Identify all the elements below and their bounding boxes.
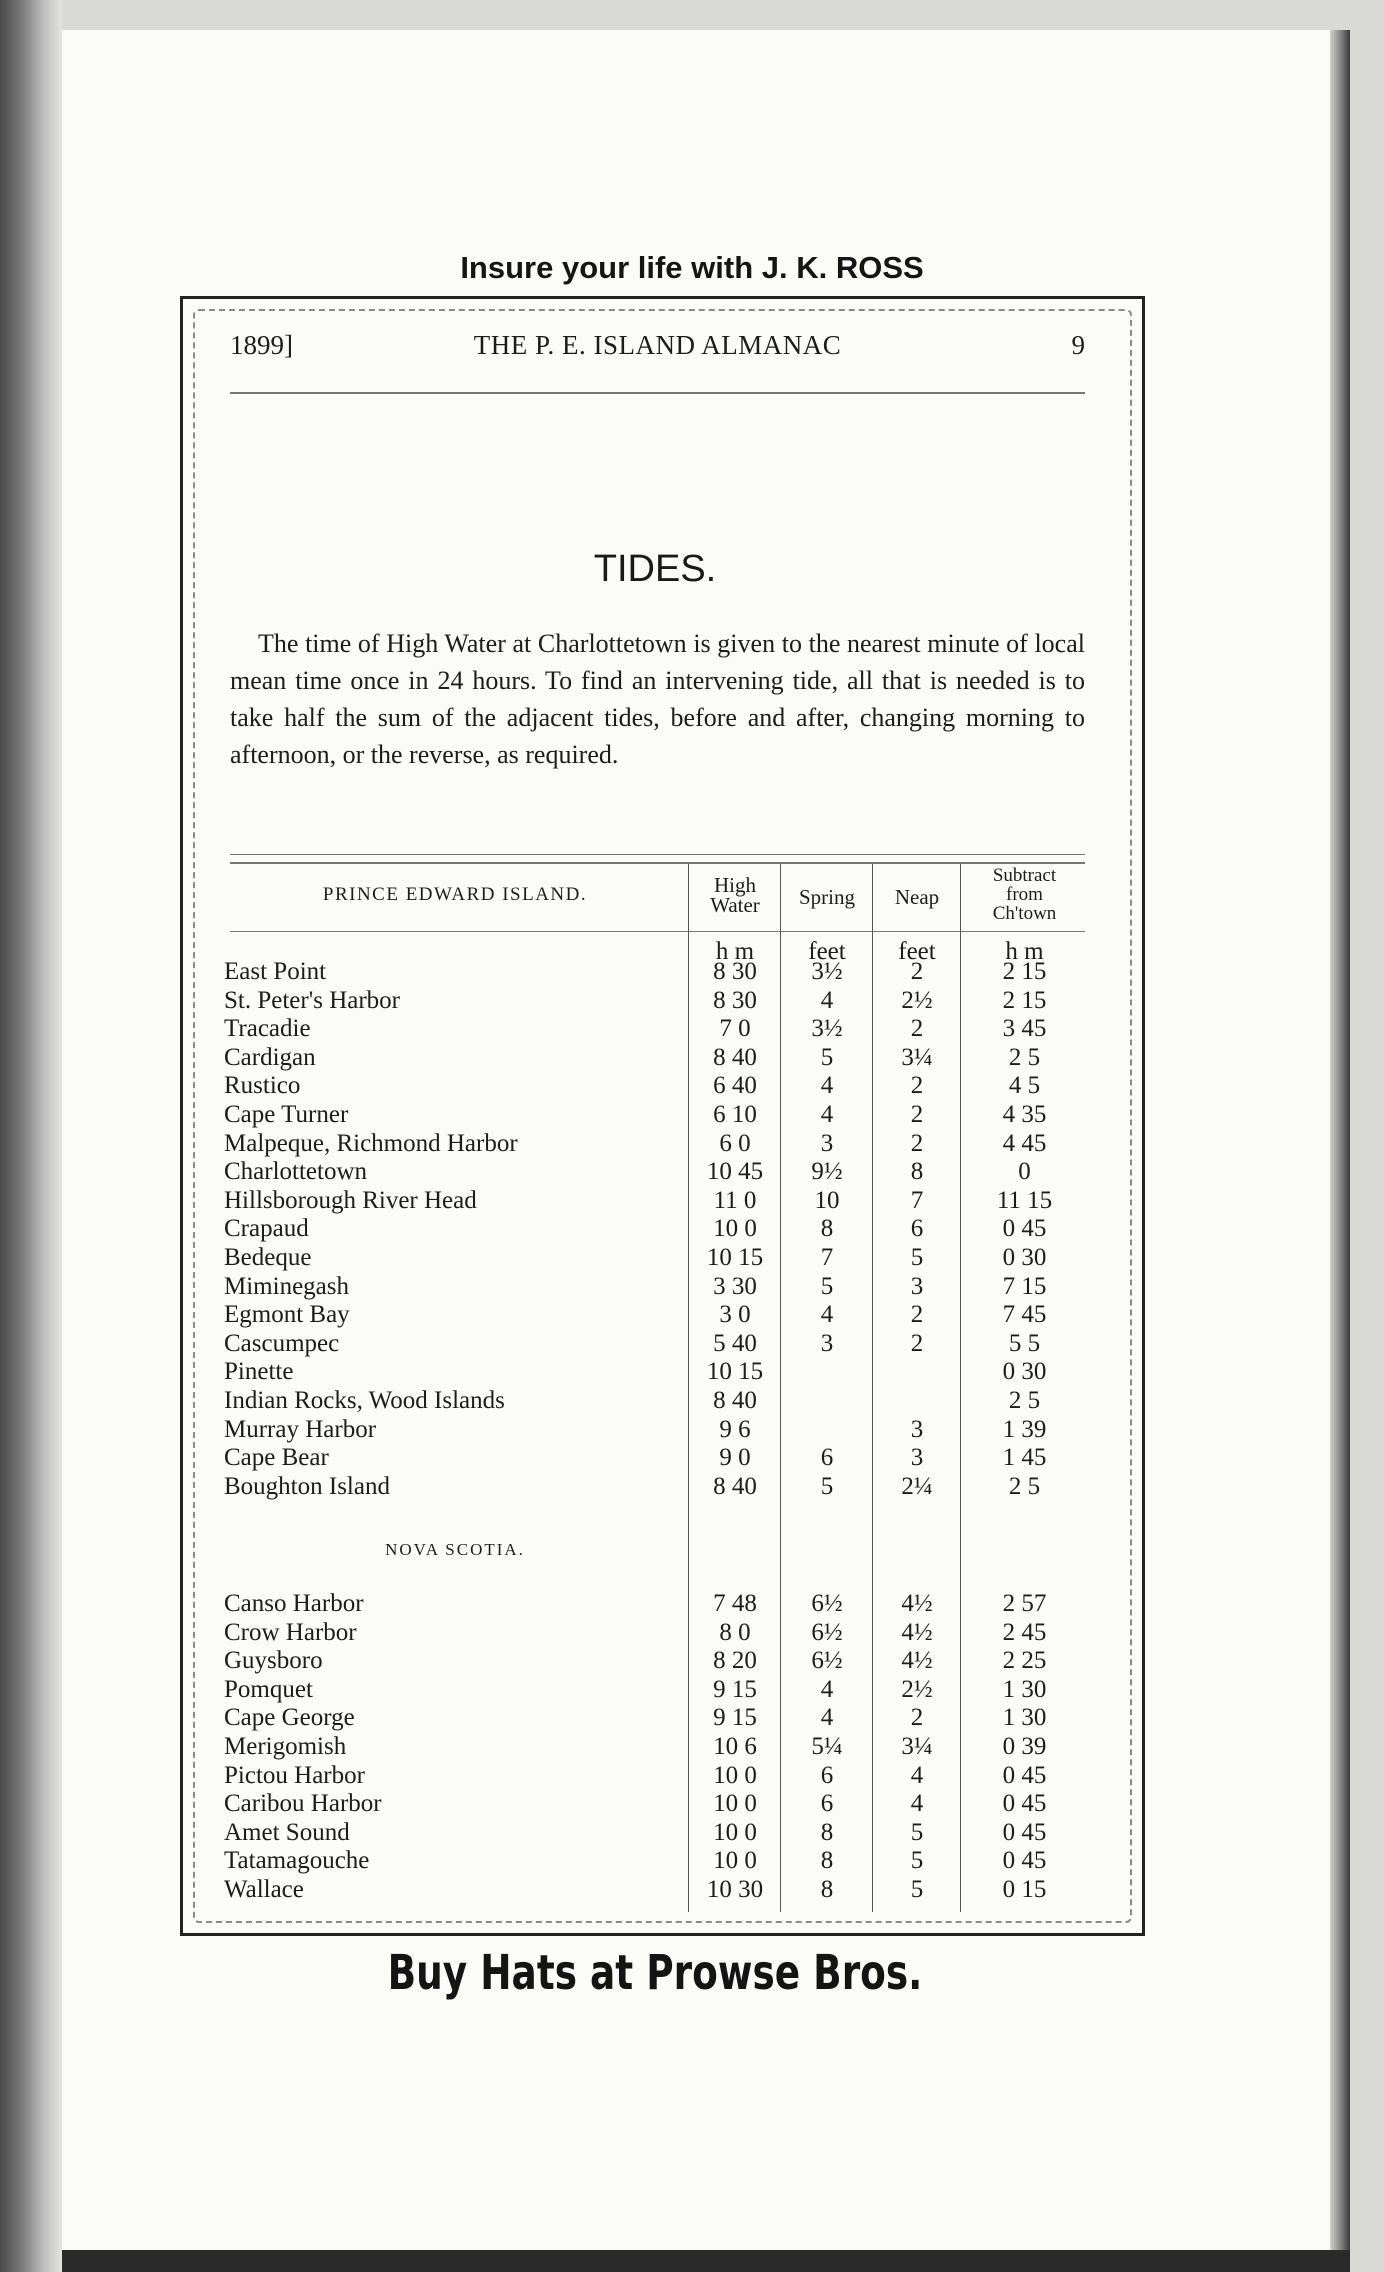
pei-row-spring: 3 — [820, 1129, 834, 1157]
header-subtract-line1: Subtract — [992, 865, 1057, 886]
pei-row-spring: 4 — [820, 1072, 834, 1100]
pei-row-place: Miminegash — [224, 1272, 349, 1300]
running-head-year: 1899] — [230, 330, 293, 360]
book-spine-shadow — [0, 0, 62, 2272]
pei-row-spring: 7 — [820, 1244, 834, 1271]
ns-row-subtract: 0 45 — [1002, 1847, 1047, 1875]
ns-row-neap: 5 — [910, 1818, 924, 1846]
pei-row-place: Crapaud — [224, 1215, 309, 1243]
pei-row-high-water: 10 0 — [713, 1215, 757, 1243]
pei-row-high-water: 10 15 — [706, 1358, 764, 1386]
pei-row-spring: 3 — [820, 1329, 834, 1357]
table-header-rule — [230, 931, 1085, 932]
pei-row-spring: 5 — [820, 1043, 834, 1071]
pei-row-high-water: 5 40 — [713, 1329, 757, 1357]
header-place: PRINCE EDWARD ISLAND. — [322, 884, 588, 905]
pei-row-subtract: 2 5 — [1008, 1043, 1041, 1071]
pei-row-place: Cape Turner — [224, 1101, 349, 1128]
pei-row-neap: 3 — [910, 1415, 924, 1443]
ns-row-subtract: 2 25 — [1002, 1647, 1047, 1675]
ns-row-subtract: 1 30 — [1002, 1704, 1047, 1732]
ns-row-place: Tatamagouche — [224, 1847, 370, 1875]
intro-paragraph: The time of High Water at Charlottetown is given to the nearest minute of local mean time once in 24 hours. To find an intervening tide, all that is needed is to take half the sum of the adjacent tides, before and after, changing morning to afternoon, or the reverse, as required. — [230, 629, 1085, 769]
page-edge-bottom — [62, 2250, 1350, 2272]
pei-row-neap: 8 — [910, 1158, 924, 1186]
ns-row-spring: 6 — [820, 1761, 834, 1789]
pei-row-neap: 3¼ — [901, 1043, 933, 1071]
ns-row-neap: 4½ — [901, 1590, 933, 1617]
ns-row-neap: 5 — [910, 1876, 924, 1903]
pei-row-spring: 3½ — [811, 958, 843, 985]
ns-row-spring: 6½ — [811, 1618, 843, 1646]
pei-row-subtract: 4 45 — [1002, 1129, 1047, 1157]
pei-row-spring: 5 — [820, 1472, 834, 1500]
pei-row-high-water: 6 10 — [713, 1101, 757, 1128]
ns-row-high-water: 10 30 — [706, 1876, 764, 1903]
ns-row-place: Amet Sound — [224, 1818, 350, 1846]
pei-row-place: East Point — [224, 958, 327, 985]
pei-row-subtract: 2 5 — [1008, 1472, 1041, 1500]
pei-row-place: Cape Bear — [224, 1444, 329, 1472]
ns-row-subtract: 0 39 — [1002, 1733, 1047, 1760]
advert-top: Insure your life with J. K. ROSS — [460, 250, 924, 285]
header-high-water — [690, 875, 780, 915]
pei-row-place: Bedeque — [224, 1244, 312, 1271]
ns-row-place: Pictou Harbor — [224, 1761, 365, 1789]
ns-row-neap: 4½ — [901, 1618, 933, 1646]
ns-row-subtract: 0 45 — [1002, 1761, 1047, 1789]
pei-row-place: St. Peter's Harbor — [224, 986, 401, 1014]
unit-high-water: h m — [715, 938, 755, 965]
unit-subtract: h m — [1005, 938, 1044, 965]
running-head-title: THE P. E. ISLAND ALMANAC — [473, 330, 842, 360]
pei-row-subtract: 1 45 — [1002, 1444, 1047, 1472]
pei-row-spring: 4 — [820, 1301, 834, 1329]
page-edge-right — [1330, 30, 1350, 2250]
ns-row-neap: 5 — [910, 1847, 924, 1875]
pei-row-neap: 2 — [910, 958, 924, 985]
pei-row-high-water: 8 40 — [713, 1387, 757, 1414]
pei-row-spring: 4 — [820, 1101, 834, 1128]
ns-row-place: Cape George — [224, 1704, 355, 1732]
pei-row-neap: 2 — [910, 1129, 924, 1157]
pei-row-place: Murray Harbor — [224, 1415, 377, 1443]
pei-row-spring: 9½ — [811, 1158, 843, 1186]
ns-row-neap: 4½ — [901, 1647, 933, 1675]
header-spring: Spring — [798, 885, 855, 909]
pei-row-subtract: 2 15 — [1002, 986, 1047, 1014]
pei-row-high-water: 10 15 — [706, 1244, 764, 1271]
ns-row-place: Canso Harbor — [224, 1590, 364, 1617]
ns-row-place: Guysboro — [224, 1647, 323, 1675]
table-rule-top-2 — [230, 862, 1085, 864]
pei-row-place: Cascumpec — [224, 1329, 340, 1357]
ns-row-subtract: 1 30 — [1002, 1675, 1047, 1703]
pei-row-subtract: 3 45 — [1002, 1015, 1047, 1043]
ns-row-neap: 3¼ — [901, 1733, 933, 1760]
ns-row-spring: 8 — [820, 1818, 834, 1846]
pei-row-high-water: 3 0 — [719, 1301, 751, 1329]
pei-row-high-water: 8 40 — [713, 1043, 757, 1071]
pei-row-neap: 3 — [910, 1444, 924, 1472]
pei-row-high-water: 9 6 — [719, 1415, 751, 1443]
ns-row-place: Pomquet — [224, 1675, 313, 1703]
pei-row-place: Cardigan — [224, 1043, 316, 1071]
ns-row-place: Crow Harbor — [224, 1618, 357, 1646]
ns-row-high-water: 10 0 — [713, 1818, 757, 1846]
ns-row-subtract: 0 45 — [1002, 1818, 1047, 1846]
col-divider-2 — [780, 864, 781, 1912]
section-nova-scotia: NOVA SCOTIA. — [385, 1540, 525, 1559]
pei-row-spring: 6 — [820, 1444, 834, 1472]
table-rule-top-1 — [230, 854, 1085, 855]
ns-row-high-water: 10 0 — [713, 1847, 757, 1875]
ns-row-spring: 6 — [820, 1790, 834, 1818]
pei-row-place: Tracadie — [224, 1015, 311, 1043]
pei-row-neap: 6 — [910, 1215, 924, 1243]
ns-row-high-water: 10 6 — [713, 1733, 757, 1760]
ns-row-subtract: 0 45 — [1002, 1790, 1047, 1818]
ns-row-place: Caribou Harbor — [224, 1790, 382, 1818]
ns-row-high-water: 9 15 — [713, 1704, 757, 1732]
pei-row-subtract: 0 — [1018, 1158, 1031, 1186]
ns-row-neap: 2 — [910, 1704, 924, 1732]
col-divider-4 — [960, 864, 961, 1912]
pei-row-high-water: 11 0 — [713, 1186, 757, 1214]
pei-row-place: Hillsborough River Head — [224, 1186, 477, 1214]
header-subtract-line2: from — [1006, 884, 1043, 905]
ns-row-spring: 8 — [820, 1847, 834, 1875]
pei-row-high-water: 9 0 — [719, 1444, 751, 1472]
pei-row-place: Boughton Island — [224, 1472, 390, 1500]
header-neap: Neap — [894, 885, 940, 909]
ns-row-subtract: 0 15 — [1002, 1876, 1047, 1903]
pei-row-neap: 2 — [910, 1301, 924, 1329]
pei-row-high-water: 6 0 — [719, 1129, 751, 1157]
pei-row-subtract: 2 5 — [1008, 1387, 1041, 1414]
pei-row-place: Indian Rocks, Wood Islands — [224, 1387, 505, 1414]
ns-row-spring: 8 — [820, 1876, 834, 1903]
ns-row-neap: 2½ — [901, 1675, 933, 1703]
col-divider-1 — [688, 864, 689, 1912]
ns-row-high-water: 8 20 — [713, 1647, 757, 1675]
ns-row-high-water: 8 0 — [719, 1618, 751, 1646]
ns-row-place: Wallace — [224, 1876, 304, 1903]
pei-row-subtract: 11 15 — [996, 1186, 1053, 1214]
page-number: 9 — [1071, 330, 1085, 360]
pei-row-spring: 10 — [814, 1186, 840, 1214]
col-divider-3 — [872, 864, 873, 1912]
pei-row-neap: 7 — [910, 1186, 924, 1214]
ns-row-subtract: 2 57 — [1002, 1590, 1047, 1617]
header-high-water-line1: High — [714, 873, 756, 897]
pei-row-subtract: 0 30 — [1002, 1358, 1047, 1386]
advert-bottom: Buy Hats at Prowse Bros. — [387, 1945, 923, 2001]
pei-row-high-water: 8 30 — [713, 958, 757, 985]
header-subtract-line3: Ch'town — [992, 903, 1057, 924]
ns-row-place: Merigomish — [224, 1733, 347, 1760]
pei-row-neap: 2½ — [901, 986, 933, 1014]
ns-row-neap: 4 — [910, 1761, 924, 1789]
pei-row-subtract: 0 30 — [1002, 1244, 1047, 1271]
pei-row-spring: 4 — [820, 986, 834, 1014]
pei-row-subtract: 7 15 — [1002, 1272, 1047, 1300]
ns-row-spring: 6½ — [811, 1647, 843, 1675]
pei-row-subtract: 2 15 — [1002, 958, 1047, 985]
pei-row-place: Malpeque, Richmond Harbor — [224, 1129, 518, 1157]
pei-row-subtract: 5 5 — [1008, 1329, 1041, 1357]
pei-row-high-water: 7 0 — [719, 1015, 751, 1043]
pei-row-subtract: 4 35 — [1002, 1101, 1047, 1128]
ns-row-high-water: 9 15 — [713, 1675, 757, 1703]
header-high-water-line2: Water — [710, 893, 760, 917]
ns-row-spring: 4 — [820, 1704, 834, 1732]
ns-row-high-water: 10 0 — [713, 1790, 757, 1818]
pei-row-high-water: 10 45 — [706, 1158, 764, 1186]
ns-row-spring: 4 — [820, 1675, 834, 1703]
pei-row-neap: 5 — [910, 1244, 924, 1271]
unit-neap: feet — [898, 938, 936, 965]
pei-row-place: Rustico — [224, 1072, 301, 1100]
pei-row-neap: 2 — [910, 1101, 924, 1128]
page-title: TIDES. — [593, 548, 717, 590]
pei-row-high-water: 6 40 — [713, 1072, 757, 1100]
pei-row-high-water: 8 40 — [713, 1472, 757, 1500]
pei-row-subtract: 7 45 — [1002, 1301, 1047, 1329]
pei-row-spring: 8 — [820, 1215, 834, 1243]
pei-row-high-water: 8 30 — [713, 986, 757, 1014]
pei-row-place: Egmont Bay — [224, 1301, 350, 1329]
pei-row-neap: 2 — [910, 1072, 924, 1100]
pei-row-place: Pinette — [224, 1358, 294, 1386]
ns-row-neap: 4 — [910, 1790, 924, 1818]
header-rule — [230, 392, 1085, 394]
ns-row-spring: 5¼ — [811, 1733, 843, 1760]
pei-row-high-water: 3 30 — [713, 1272, 757, 1300]
ns-row-high-water: 7 48 — [713, 1590, 757, 1617]
pei-row-neap: 2¼ — [901, 1472, 933, 1500]
pei-row-place: Charlottetown — [224, 1158, 368, 1186]
pei-row-subtract: 0 45 — [1002, 1215, 1047, 1243]
pei-row-neap: 3 — [910, 1272, 924, 1300]
pei-row-subtract: 1 39 — [1002, 1415, 1047, 1443]
pei-row-neap: 2 — [910, 1329, 924, 1357]
pei-row-spring: 3½ — [811, 1015, 843, 1043]
pei-row-spring: 5 — [820, 1272, 834, 1300]
ns-row-spring: 6½ — [811, 1590, 843, 1617]
pei-row-neap: 2 — [910, 1015, 924, 1043]
ns-row-subtract: 2 45 — [1002, 1618, 1047, 1646]
unit-spring: feet — [808, 938, 846, 965]
header-subtract — [962, 866, 1087, 923]
pei-row-subtract: 4 5 — [1008, 1072, 1041, 1100]
ns-row-high-water: 10 0 — [713, 1761, 757, 1789]
